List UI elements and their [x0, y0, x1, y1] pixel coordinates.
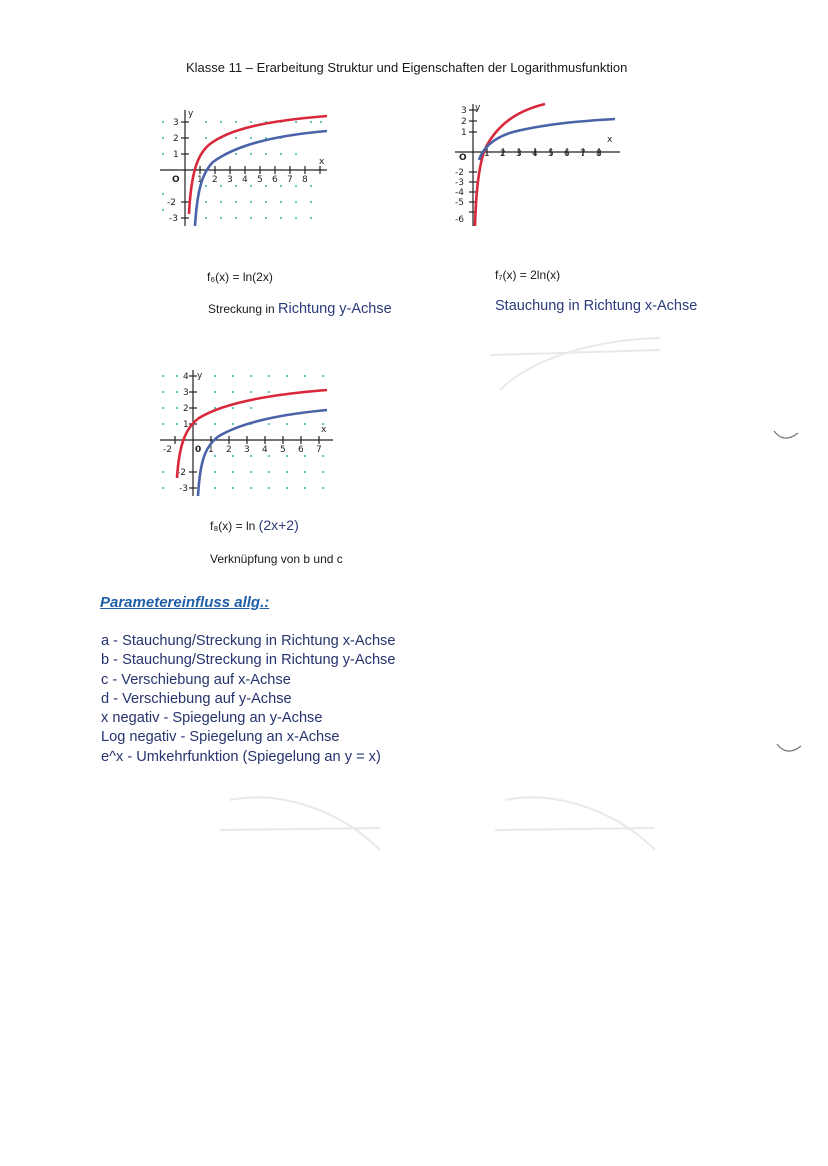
- x-tick: 2: [212, 175, 218, 185]
- formula-f7: f₇(x) = 2ln(x): [495, 268, 561, 282]
- x-tick: 2: [500, 149, 506, 159]
- list-item: x negativ - Spiegelung an y-Achse: [101, 710, 323, 727]
- x-tick: 7: [287, 175, 293, 185]
- origin-label: O: [459, 153, 467, 163]
- x-tick: 6: [272, 175, 278, 185]
- list-item: e^x - Umkehrfunktion (Spiegelung an y = x): [101, 748, 381, 765]
- y-tick: -2: [177, 468, 186, 478]
- list-item: b - Stauchung/Streckung in Richtung y-Achse: [101, 652, 396, 669]
- y-label: y: [197, 371, 203, 381]
- x-label: x: [319, 157, 325, 167]
- formula-handwritten: (2x+2): [258, 517, 299, 533]
- x-tick: 1: [484, 149, 490, 159]
- y-tick: -2: [167, 198, 176, 208]
- x-tick: 1: [208, 445, 214, 455]
- show-through-artifact: [220, 780, 390, 860]
- description-handwritten: Richtung y-Achse: [278, 301, 392, 317]
- x-tick: 2: [226, 445, 232, 455]
- formula-f8: [210, 517, 299, 533]
- x-tick: 5: [280, 445, 286, 455]
- y-tick: 1: [183, 420, 189, 430]
- x-tick: 8: [596, 149, 602, 159]
- curve-red: [475, 104, 545, 226]
- y-label: y: [475, 103, 481, 113]
- y-tick: 2: [461, 117, 467, 127]
- y-tick: 2: [183, 404, 189, 414]
- x-tick: 4: [532, 149, 538, 159]
- x-tick: 3: [516, 149, 522, 159]
- x-tick: 6: [564, 149, 570, 159]
- description-f6: [208, 301, 392, 317]
- y-tick: 3: [461, 106, 467, 116]
- graph-f8: [155, 366, 345, 501]
- x-tick: 4: [242, 175, 248, 185]
- description-handwritten: Stauchung in Richtung x-Achse: [495, 298, 698, 314]
- x-tick: 5: [257, 175, 263, 185]
- graph-f7: [445, 100, 625, 230]
- formula-print: f₈(x) = ln: [210, 519, 256, 533]
- y-tick: -2: [455, 168, 464, 178]
- y-tick: 1: [461, 128, 467, 138]
- y-tick: -3: [169, 214, 178, 224]
- list-item: c - Verschiebung auf x-Achse: [101, 671, 291, 688]
- origin-label: O: [172, 175, 180, 185]
- section-title: Parametereinfluss allg.:: [100, 594, 270, 611]
- x-tick: -2: [163, 445, 172, 455]
- curve-red: [177, 390, 327, 478]
- x-tick: 1: [197, 175, 203, 185]
- x-tick: 7: [580, 149, 586, 159]
- graph-f6: [155, 104, 335, 234]
- list-item: d - Verschiebung auf y-Achse: [101, 690, 292, 707]
- parameter-list: [101, 632, 395, 767]
- check-mark-icon: [772, 425, 802, 445]
- description-f7: [495, 298, 697, 314]
- y-tick: 3: [173, 118, 179, 128]
- x-tick: 5: [548, 149, 554, 159]
- x-label: x: [321, 425, 327, 435]
- list-item: a - Stauchung/Streckung in Richtung x-Achse: [101, 633, 396, 649]
- y-label: y: [188, 109, 194, 119]
- description-f8: Verknüpfung von b und c: [210, 552, 343, 566]
- page-title: Klasse 11 – Erarbeitung Struktur und Eigenschaften der Logarithmusfunktion: [186, 60, 628, 75]
- description-print: Streckung in: [208, 302, 275, 316]
- y-tick: -3: [455, 178, 464, 188]
- check-mark-icon: [775, 738, 805, 758]
- x-tick: 3: [244, 445, 250, 455]
- formula-f6: f₆(x) = ln(2x): [207, 270, 273, 284]
- x-tick: 7: [316, 445, 322, 455]
- show-through-artifact: [495, 780, 665, 860]
- x-tick: 6: [298, 445, 304, 455]
- y-tick: -6: [455, 215, 464, 225]
- y-tick: -3: [179, 484, 188, 494]
- y-tick: -5: [455, 198, 464, 208]
- y-tick: 1: [173, 150, 179, 160]
- y-tick: 2: [173, 134, 179, 144]
- y-tick: -4: [455, 188, 464, 198]
- list-item: Log negativ - Spiegelung an x-Achse: [101, 729, 340, 746]
- x-tick: 8: [302, 175, 308, 185]
- x-label: x: [607, 135, 613, 145]
- x-tick: 0: [195, 445, 202, 455]
- x-tick: 3: [227, 175, 233, 185]
- show-through-artifact: [490, 330, 670, 410]
- x-tick: 4: [262, 445, 268, 455]
- y-tick: 4: [183, 372, 189, 382]
- y-tick: 3: [183, 388, 189, 398]
